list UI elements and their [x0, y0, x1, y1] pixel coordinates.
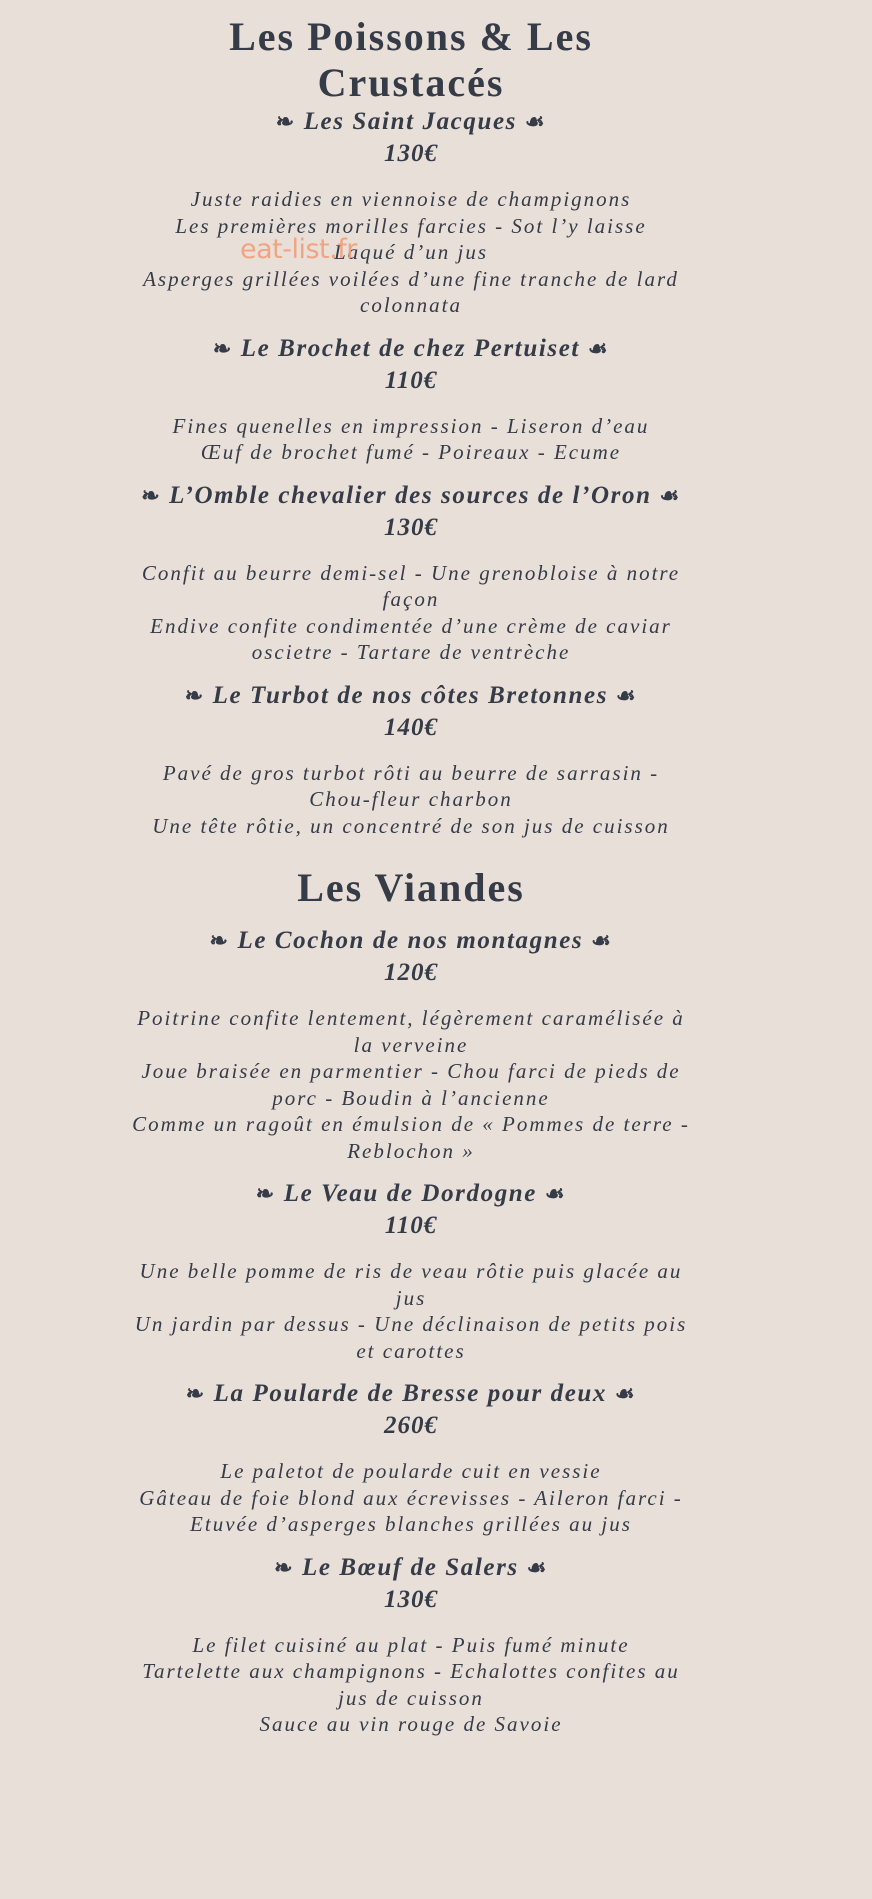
dish-name [131, 925, 691, 957]
dish-description [131, 413, 691, 466]
dish-brochet [131, 333, 691, 466]
ornament-left-icon: ❧ [209, 928, 230, 954]
description-line: Joue braisée en parmentier - Chou farci de pieds de porc - Boudin à l’ancienne [141, 1059, 681, 1110]
description-line: Asperges grillées voilées d’une fine tranche de lard colonnata [143, 266, 679, 317]
dish-description [131, 760, 691, 840]
dish-price: 110€ [384, 366, 438, 394]
dish-name [131, 1378, 691, 1410]
ornament-right-icon: ☙ [591, 928, 613, 954]
description-line: Gâteau de foie blond aux écrevisses - Aileron farci - Etuvée d’asperges blanches grillées au jus [139, 1485, 683, 1536]
dish-price: 130€ [384, 513, 438, 541]
dish-name-text: Le Veau de Dordogne [283, 1180, 538, 1207]
dish-saint-jacques [131, 106, 691, 319]
description-line: Œuf de brochet fumé - Poireaux - Ecume [200, 440, 622, 464]
dish-description [131, 560, 691, 666]
dish-name [131, 333, 691, 365]
description-line: Juste raidies en viennoise de champignons [190, 187, 632, 211]
dish-name-text: Le Cochon de nos montagnes [237, 927, 584, 954]
dish-poularde [131, 1378, 691, 1538]
dish-description [131, 1258, 691, 1364]
description-line: Poitrine confite lentement, légèrement caramélisée à la verveine [137, 1006, 685, 1057]
description-line: Le paletot de poularde cuit en vessie [220, 1459, 602, 1483]
ornament-right-icon: ☙ [524, 109, 547, 135]
description-line: Tartelette aux champignons - Echalottes confites au jus de cuisson [142, 1659, 680, 1710]
description-line: Endive confite condimentée d’une crème de caviar oscietre - Tartare de ventrèche [150, 613, 672, 664]
dish-description [131, 186, 691, 319]
dish-price: 260€ [384, 1412, 438, 1439]
watermark-logo: eat-list.fr [240, 234, 357, 265]
ornament-right-icon: ☙ [615, 682, 638, 709]
menu-page [131, 14, 691, 1752]
ornament-right-icon: ☙ [526, 1554, 548, 1581]
dish-description [131, 1005, 691, 1164]
dish-name [131, 1178, 691, 1210]
ornament-left-icon: ❧ [274, 1554, 295, 1581]
dish-veau [131, 1178, 691, 1364]
ornament-left-icon: ❧ [255, 1181, 276, 1207]
description-line: Une belle pomme de ris de veau rôtie puis glacée au jus [139, 1259, 683, 1310]
description-line: Pavé de gros turbot rôti au beurre de sarrasin - Chou-fleur charbon [162, 760, 660, 811]
description-line: Un jardin par dessus - Une déclinaison de petits pois et carottes [134, 1312, 688, 1363]
description-line: Laqué d’un jus [334, 240, 488, 264]
dish-name-text: Le Bœuf de Salers [301, 1553, 519, 1581]
description-line: Le filet cuisiné au plat - Puis fumé minute [192, 1632, 630, 1657]
ornament-left-icon: ❧ [184, 682, 205, 709]
ornament-left-icon: ❧ [141, 482, 162, 509]
ornament-left-icon: ❧ [212, 335, 233, 362]
dish-cochon [131, 925, 691, 1164]
dish-omble [131, 480, 691, 666]
dish-name-text: L’Omble chevalier des sources de l’Oron [169, 481, 652, 509]
dish-price: 140€ [384, 713, 438, 741]
ornament-right-icon: ☙ [659, 482, 681, 509]
dish-name-text: Les Saint Jacques [303, 108, 518, 135]
ornament-left-icon: ❧ [275, 109, 296, 135]
dish-price: 110€ [384, 1212, 438, 1239]
dish-name-text: Le Brochet de chez Pertuiset [240, 334, 580, 362]
dish-description [131, 1632, 691, 1738]
ornament-right-icon: ☙ [614, 1381, 637, 1407]
dish-name [131, 480, 691, 512]
ornament-right-icon: ☙ [587, 335, 610, 362]
dish-boeuf [131, 1552, 691, 1738]
description-line: Comme un ragoût en émulsion de « Pommes de terre - Reblochon » [132, 1112, 690, 1163]
description-line: Les premières morilles farcies - Sot l’y laisse [175, 213, 647, 238]
dish-description [131, 1458, 691, 1538]
description-line: Confit au beurre demi-sel - Une grenobloise à notre façon [141, 560, 681, 611]
section-title-viandes: Les Viandes [297, 865, 525, 910]
dish-price: 120€ [384, 959, 438, 986]
ornament-right-icon: ☙ [544, 1181, 567, 1207]
dish-turbot [131, 680, 691, 840]
dish-price: 130€ [384, 1585, 438, 1613]
description-line: Une tête rôtie, un concentré de son jus de cuisson [152, 813, 670, 838]
description-line: Sauce au vin rouge de Savoie [259, 1712, 563, 1736]
dish-name [131, 1552, 691, 1584]
dish-name [131, 106, 691, 138]
section-title-poissons: Les Poissons & Les Crustacés [229, 14, 593, 105]
dish-price: 130€ [384, 140, 438, 167]
ornament-left-icon: ❧ [185, 1381, 206, 1407]
dish-name-text: La Poularde de Bresse pour deux [213, 1380, 608, 1407]
dish-name [131, 680, 691, 712]
dish-name-text: Le Turbot de nos côtes Bretonnes [212, 681, 609, 709]
description-line: Fines quenelles en impression - Liseron d’eau [172, 413, 650, 438]
